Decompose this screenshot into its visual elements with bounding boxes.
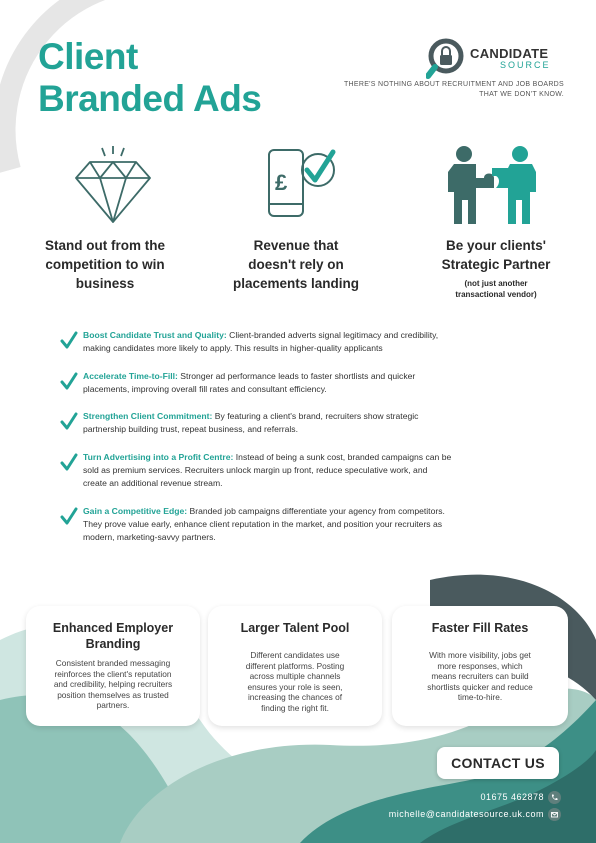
email-icon — [548, 808, 561, 821]
people-puzzle-icon — [436, 144, 548, 226]
contact-us-button[interactable]: CONTACT US — [437, 747, 559, 779]
email-address[interactable]: michelle@candidatesource.uk.com — [388, 809, 544, 819]
tagline — [322, 80, 564, 100]
magnifier-lock-icon — [426, 36, 470, 82]
check-icon — [60, 507, 78, 525]
phone-pound-check-icon — [266, 146, 338, 220]
card-enhanced-employer-branding — [26, 606, 200, 726]
benefit-item: Turn Advertising into a Profit Centre: Instead of being a sunk cost, branded campaigns can be sold as premium services. Recruiters unlock margin up front, reduce speculative work, and create an additional revenue stream. — [60, 451, 540, 493]
phone-number[interactable]: 01675 462878 — [480, 792, 544, 802]
benefit-head: Boost Candidate Trust and Quality: — [83, 330, 227, 340]
benefit-head: Strengthen Client Commitment: — [83, 411, 213, 421]
benefit-item: Strengthen Client Commitment: By featuring a client's brand, recruiters show strategic partnership building trust, repeat business, and referrals. — [60, 410, 540, 440]
card-faster-fill-rates — [392, 606, 568, 726]
check-icon — [60, 412, 78, 430]
benefit-item: Accelerate Time-to-Fill: Stronger ad performance leads to faster shortlists and quicker placements, improving overall fill rates and consultant efficiency. — [60, 370, 540, 400]
card-body: With more visibility, jobs get more responses, which means recruiters can build shortlists quicker and reduce time-to-hire. — [427, 650, 533, 702]
benefit-head: Gain a Competitive Edge: — [83, 506, 188, 516]
card-title: Enhanced Employer Branding — [52, 621, 174, 651]
card-body: Different candidates use different platforms. Posting across multiple channels ensures your role is seen, increasing the chances of finding the right fit. — [245, 650, 345, 713]
tagline-line-2: THAT WE DON'T KNOW. — [479, 91, 564, 98]
benefit-head: Turn Advertising into a Profit Centre: — [83, 452, 234, 462]
benefit-head: Accelerate Time-to-Fill: — [83, 371, 178, 381]
page-title-line-2: Branded Ads — [38, 78, 262, 119]
logo — [426, 36, 566, 82]
logo-name: CANDIDATE — [470, 46, 549, 61]
check-icon — [60, 331, 78, 349]
card-larger-talent-pool — [208, 606, 382, 726]
diamond-icon — [72, 146, 154, 224]
benefit-item: Boost Candidate Trust and Quality: Client-branded adverts signal legitimacy and credibility, making candidates more likely to apply. This results in higher-quality applicants — [60, 329, 540, 359]
pillar-3-note: (not just another transactional vendor) — [455, 279, 537, 299]
tagline-line-1: THERE'S NOTHING ABOUT RECRUITMENT AND JOB BOARDS — [343, 81, 564, 88]
benefit-item: Gain a Competitive Edge: Branded job campaigns differentiate your agency from competitors. They prove value early, enhance client reputation in the market, and position your recruiters as modern, marketing-savvy partners. — [60, 505, 540, 547]
page-title — [38, 36, 261, 120]
card-title: Larger Talent Pool — [240, 621, 350, 635]
pillar-2: Revenue that doesn't rely on placements landing — [232, 238, 360, 291]
check-icon — [60, 453, 78, 471]
svg-text:£: £ — [275, 170, 288, 195]
pillar-1: Stand out from the competition to win business — [45, 238, 165, 291]
card-body: Consistent branded messaging reinforces the client's reputation and credibility, helping recruiters position themselves as trusted partners. — [53, 658, 173, 710]
logo-sub: SOURCE — [500, 60, 551, 70]
check-icon — [60, 372, 78, 390]
pillar-3: Be your clients' Strategic Partner — [441, 238, 551, 272]
page-title-line-1: Client — [38, 36, 138, 77]
phone-icon — [548, 791, 561, 804]
card-title: Faster Fill Rates — [431, 621, 529, 635]
